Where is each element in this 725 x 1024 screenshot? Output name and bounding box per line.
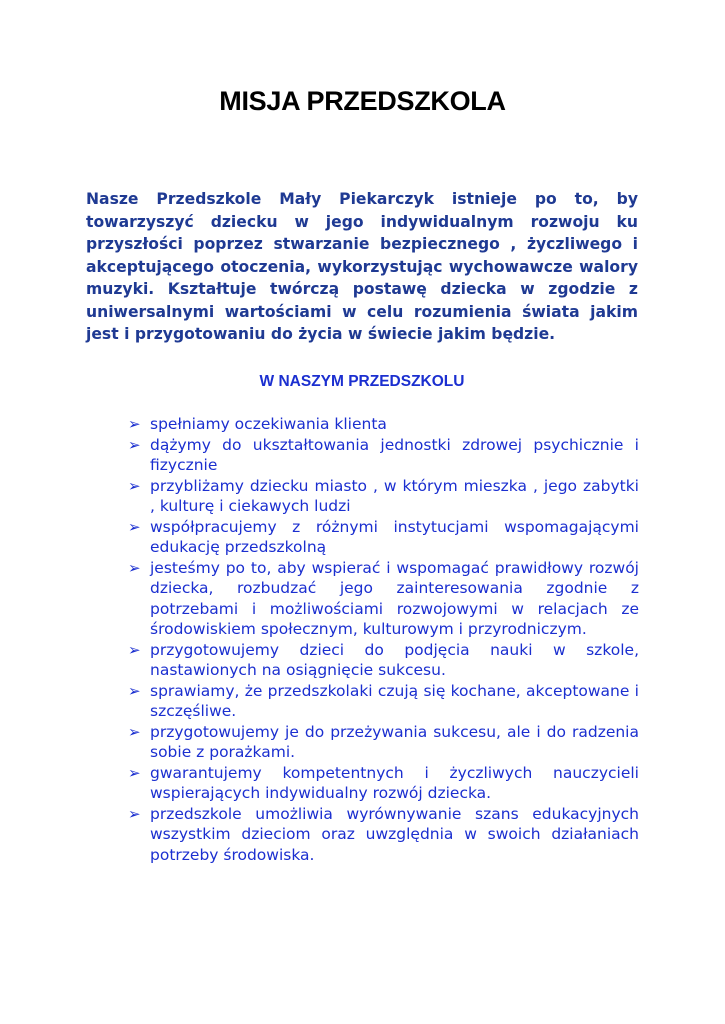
arrowhead-bullet-icon: ➢: [128, 640, 141, 659]
list-item: [128, 517, 639, 558]
list-item-text: przygotowujemy je do przeżywania sukcesu, ale i do radzenia sobie z porażkami.: [150, 722, 639, 761]
list-item-text: spełniamy oczekiwania klienta: [150, 415, 387, 433]
arrowhead-bullet-icon: ➢: [128, 763, 141, 782]
list-item-text: współpracujemy z różnymi instytucjami wspomagającymi edukację przedszkolną: [150, 517, 639, 556]
list-item-text: sprawiamy, że przedszkolaki czują się kochane, akceptowane i szczęśliwe.: [150, 681, 639, 720]
list-item-text: gwarantujemy kompetentnych i życzliwych nauczycieli wspierających indywidualny rozwój dziecka.: [150, 763, 639, 802]
arrowhead-bullet-icon: ➢: [128, 517, 141, 536]
list-item-text: jesteśmy po to, aby wspierać i wspomagać prawidłowy rozwój dziecka, rozbudzać jego zainteresowania zgodnie z potrzebami i możliwościami rozwojowymi w relacjach ze środowiskiem społecznym, kulturowym i przyrodniczym.: [150, 558, 639, 638]
list-item-text: przybliżamy dziecku miasto , w którym mieszka , jego zabytki , kulturę i ciekawych ludzi: [150, 476, 639, 515]
intro-paragraph: Nasze Przedszkole Mały Piekarczyk istnieje po to, by towarzyszyć dziecku w jego indywidualnym rozwoju ku przyszłości poprzez stwarzanie bezpiecznego , życzliwego i akceptującego otoczenia, wykorzystując wychowawcze walory muzyki. Kształtuje twórczą postawę dziecka w zgodzie z uniwersalnymi wartościami w celu rozumienia świata jakim jest i przygotowaniu do życia w świecie jakim będzie.: [86, 190, 638, 343]
list-item: [128, 722, 639, 763]
list-item: [128, 476, 639, 517]
list-item-text: przygotowujemy dzieci do podjęcia nauki w szkole, nastawionych na osiągnięcie sukcesu.: [150, 640, 639, 679]
list-item-text: dążymy do ukształtowania jednostki zdrowej psychicznie i fizycznie: [150, 435, 639, 474]
mission-list: [128, 414, 639, 865]
list-item-text: przedszkole umożliwia wyrównywanie szans edukacyjnych wszystkim dzieciom oraz uwzględnia w swoich działaniach potrzeby środowiska.: [150, 804, 639, 864]
arrowhead-bullet-icon: ➢: [128, 681, 141, 700]
list-item: [128, 763, 639, 804]
list-item: [128, 640, 639, 681]
list-item: [128, 804, 639, 866]
list-item: [128, 435, 639, 476]
arrowhead-bullet-icon: ➢: [128, 804, 141, 823]
list-item: [128, 681, 639, 722]
section-subtitle: W NASZYM PRZEDSZKOLU: [259, 373, 465, 390]
list-item: [128, 558, 639, 640]
list-item: [128, 414, 639, 435]
arrowhead-bullet-icon: ➢: [128, 558, 141, 577]
arrowhead-bullet-icon: ➢: [128, 415, 141, 433]
arrowhead-bullet-icon: ➢: [128, 476, 141, 495]
arrowhead-bullet-icon: ➢: [128, 435, 141, 454]
page-title: MISJA PRZEDSZKOLA: [219, 86, 506, 116]
arrowhead-bullet-icon: ➢: [128, 722, 141, 741]
